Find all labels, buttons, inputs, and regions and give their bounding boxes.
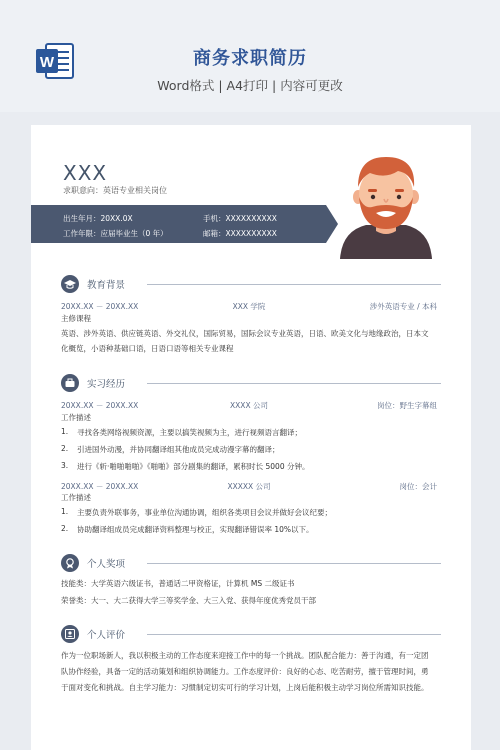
education-date: 20XX.XX － 20XX.XX [61,302,139,311]
section-divider [147,634,441,635]
job-intent: 求职意向：英语专业相关岗位 [63,186,167,195]
section-divider [147,284,441,285]
list-text: 协助翻译组成员完成翻译资料整理与校正，实现翻译错误率 10%以下。 [77,525,314,534]
list-number: 1. [61,507,69,516]
list-number: 1. [61,427,69,436]
list-text: 寻找各类网络视频资源，主要以搞笑视频为主，进行视频语言翻译； [77,428,302,437]
candidate-name: XXX [63,161,108,185]
courses-line: 化概览，小语种基础口语，日语口语等相关专业课程 [61,344,234,353]
evaluation-line: 作为一位职场新人，我以积极主动的工作态度来迎接工作中的每一个挑战。团队配合能力：善于沟通，有一定团 [61,651,429,660]
section-evaluation-header [61,625,441,643]
section-experience-header [61,374,441,392]
section-divider [147,563,441,564]
section-education-header [61,275,441,293]
courses-line: 英语、涉外英语、供应链英语、外交礼仪，国际贸易，国际会议专业英语，日语、欧美文化与地缘政治，日本文 [61,329,429,338]
section-divider [147,383,441,384]
list-number: 3. [61,461,69,470]
template-banner [0,0,500,112]
email: 邮箱：XXXXXXXXXX [203,229,277,238]
resume-page [31,125,471,750]
work-years: 工作年限：应届毕业生（0 年） [63,229,168,238]
list-number: 2. [61,524,69,533]
briefcase-icon [61,374,79,392]
banner-subtitle: Word格式 | A4打印 | 内容可更改 [157,78,343,93]
section-title: 个人评价 [87,630,126,641]
banner-title: 商务求职简历 [193,48,307,69]
job-date: 20XX.XX － 20XX.XX [61,482,139,491]
award-skills: 技能类：大学英语六级证书，普通话二甲资格证，计算机 MS 二级证书 [61,579,295,588]
job-desc-label: 工作描述 [61,493,91,502]
user-card-icon [61,625,79,643]
school-name: XXX 学院 [232,302,266,311]
section-title: 教育背景 [87,280,126,291]
list-text: 引进国外动漫，并协同翻译组其他成员完成动漫字幕的翻译； [77,445,280,454]
section-awards-header [61,554,441,572]
graduation-cap-icon [61,275,79,293]
major: 涉外英语专业 / 本科 [369,302,437,311]
evaluation-line: 队协作经验，具备一定的活动策划和组织协调能力。工作态度评价：良好的心态、吃苦耐劳，擅于管理时间，勇 [61,667,429,676]
list-text: 主要负责外联事务，事业单位沟通协调，组织各类项目会议并做好会议纪要； [77,508,332,517]
info-bar [31,205,326,243]
word-letter: W [39,54,55,71]
job-position: 岗位：会计 [399,482,437,491]
list-number: 2. [61,444,69,453]
job-position: 岗位：野生字幕组 [377,401,437,410]
courses-label: 主修课程 [61,314,91,323]
job-desc-label: 工作描述 [61,413,91,422]
birth-date: 出生年月：20XX.0X [63,214,133,223]
job-date: 20XX.XX － 20XX.XX [61,401,139,410]
award-icon [61,554,79,572]
company-name: XXXX 公司 [230,401,268,410]
list-text: 进行《斩·啪啪啪啪》《啪啪》部分剧集的翻译，累积时长 5000 分钟。 [77,462,310,471]
company-name: XXXXX 公司 [227,482,271,491]
evaluation-line: 于面对变化和挑战。自主学习能力：习惯制定切实可行的学习计划，上岗后能积极主动学习岗位所需知识技能。 [61,683,429,692]
phone: 手机：XXXXXXXXXX [203,214,277,223]
section-title: 个人奖项 [87,559,126,570]
section-title: 实习经历 [87,379,126,390]
award-honors: 荣誉类：大一、大二获得大学三等奖学金、大三入党、获得年度优秀党员干部 [61,596,316,605]
avatar [336,151,436,259]
